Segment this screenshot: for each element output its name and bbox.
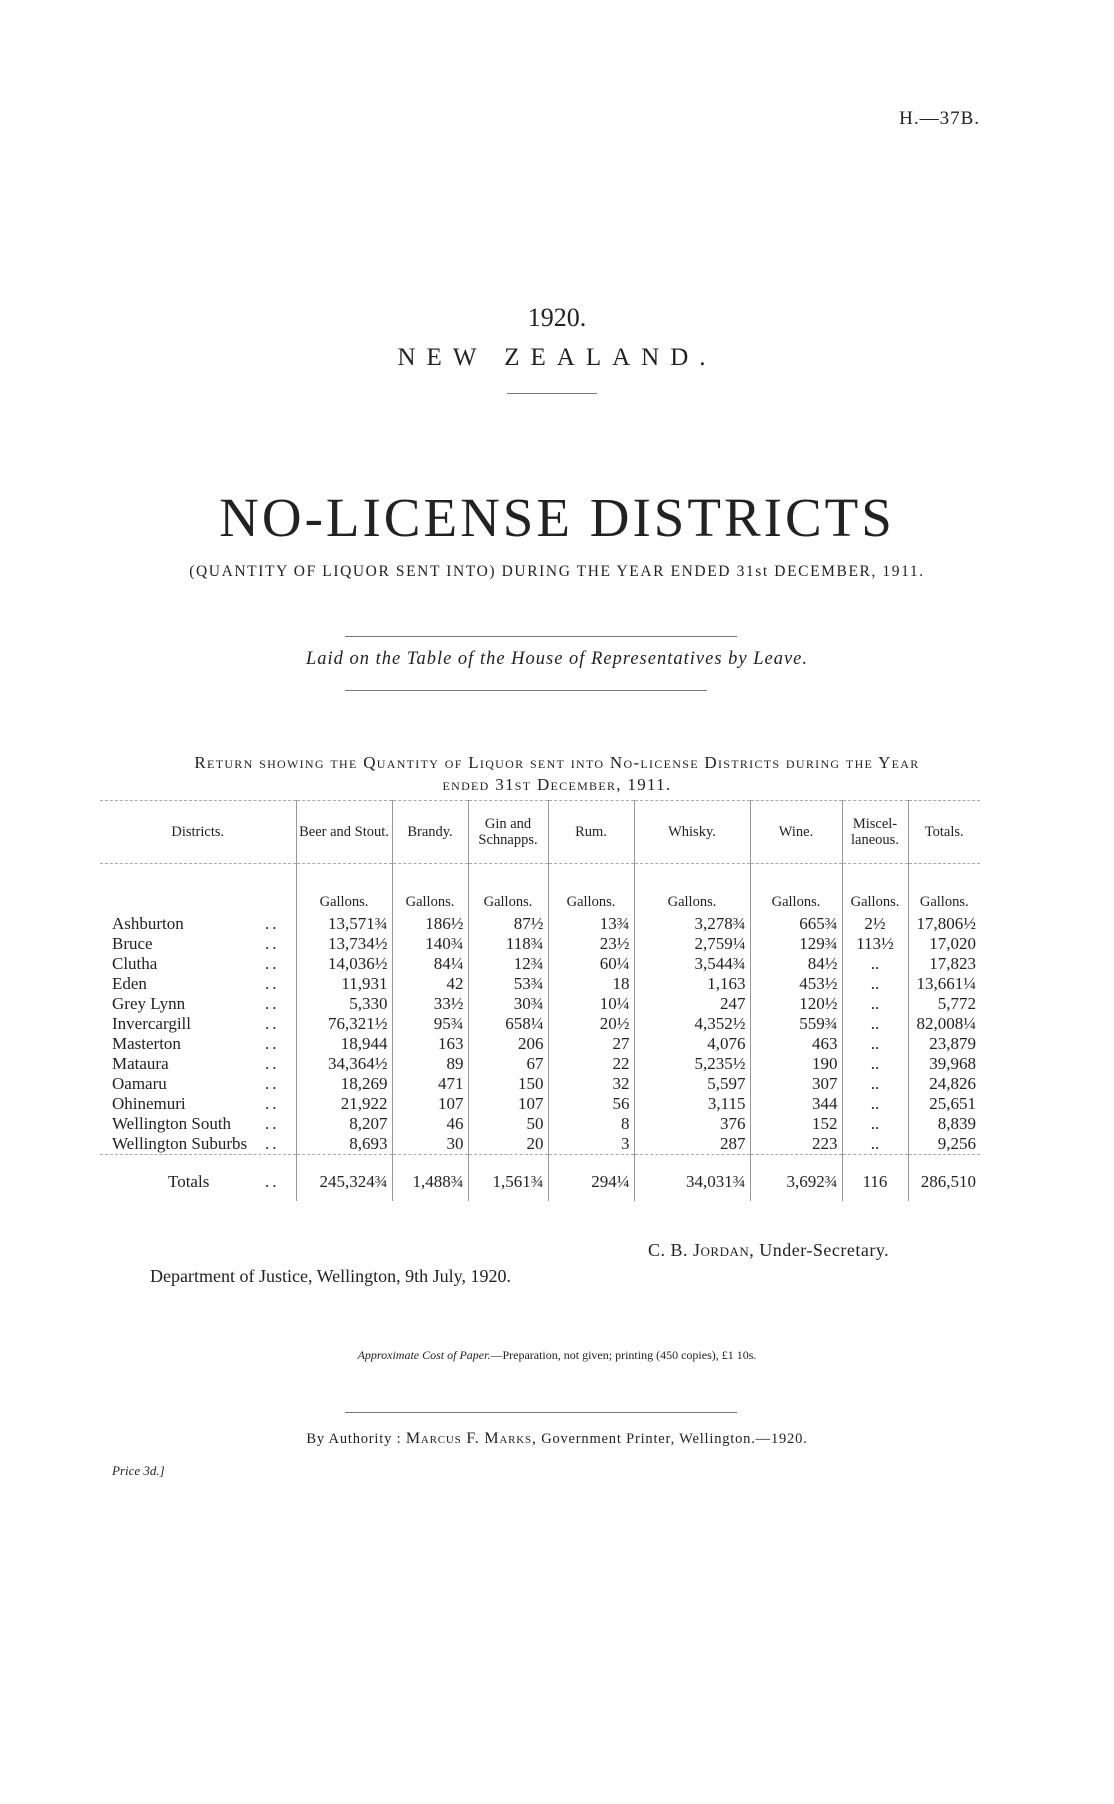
value-cell: 186½ bbox=[392, 914, 468, 934]
totals-cell: 286,510 bbox=[908, 1155, 980, 1202]
header-totals: Totals. bbox=[908, 801, 980, 864]
value-cell: 5,235½ bbox=[634, 1054, 750, 1074]
district-name-cell: Invercargill .. bbox=[112, 1014, 280, 1033]
totals-cell: 294¼ bbox=[548, 1155, 634, 1202]
totals-cell: 1,488¾ bbox=[392, 1155, 468, 1202]
table-row bbox=[100, 914, 980, 934]
value-cell: 107 bbox=[468, 1094, 548, 1114]
table-row bbox=[100, 994, 980, 1014]
value-cell: 8 bbox=[548, 1114, 634, 1134]
table-row bbox=[100, 1034, 980, 1054]
value-cell: 13,661¼ bbox=[908, 974, 980, 994]
value-cell: 344 bbox=[750, 1094, 842, 1114]
document-title: NO-LICENSE DISTRICTS bbox=[219, 487, 895, 548]
value-cell: 3 bbox=[548, 1134, 634, 1155]
header-districts: Districts. bbox=[100, 801, 296, 864]
value-cell: .. bbox=[842, 1114, 908, 1134]
header-gin-schnapps: Gin and Schnapps. bbox=[468, 801, 548, 864]
signatory-name: C. B. Jordan, bbox=[648, 1240, 755, 1260]
value-cell: 1,163 bbox=[634, 974, 750, 994]
value-cell: 463 bbox=[750, 1034, 842, 1054]
price-note: Price 3d.] bbox=[112, 1463, 165, 1478]
table-row bbox=[100, 1054, 980, 1074]
totals-cell: 116 bbox=[842, 1155, 908, 1202]
divider-lower bbox=[345, 690, 707, 691]
value-cell: 89 bbox=[392, 1054, 468, 1074]
signatory-role: Under-Secretary. bbox=[759, 1240, 890, 1260]
value-cell: 32 bbox=[548, 1074, 634, 1094]
value-cell: 5,772 bbox=[908, 994, 980, 1014]
value-cell: 18,269 bbox=[296, 1074, 392, 1094]
value-cell: .. bbox=[842, 954, 908, 974]
table-row bbox=[100, 1014, 980, 1034]
table-row bbox=[100, 1114, 980, 1134]
document-subtitle: (QUANTITY OF LIQUOR SENT INTO) DURING THE YEAR ENDED 31st DECEMBER, 1911. bbox=[189, 563, 925, 580]
value-cell: 56 bbox=[548, 1094, 634, 1114]
value-cell: 18,944 bbox=[296, 1034, 392, 1054]
value-cell: 13,571¾ bbox=[296, 914, 392, 934]
value-cell: 4,352½ bbox=[634, 1014, 750, 1034]
value-cell: .. bbox=[842, 1134, 908, 1155]
cost-text: —Preparation, not given; printing (450 copies), £1 10s. bbox=[490, 1348, 757, 1362]
table-body bbox=[100, 864, 980, 1155]
return-heading-line-2: ended 31st December, 1911. bbox=[442, 775, 672, 794]
value-cell: 190 bbox=[750, 1054, 842, 1074]
value-cell: 658¼ bbox=[468, 1014, 548, 1034]
table-row bbox=[100, 954, 980, 974]
signature bbox=[648, 1240, 889, 1261]
cost-label: Approximate Cost of Paper. bbox=[357, 1348, 491, 1362]
value-cell: 17,806½ bbox=[908, 914, 980, 934]
header-beer-stout: Beer and Stout. bbox=[296, 801, 392, 864]
units-cell: Gallons. bbox=[392, 864, 468, 915]
value-cell: 4,076 bbox=[634, 1034, 750, 1054]
table-row bbox=[100, 1094, 980, 1114]
value-cell: 20½ bbox=[548, 1014, 634, 1034]
value-cell: 140¾ bbox=[392, 934, 468, 954]
value-cell: 10¼ bbox=[548, 994, 634, 1014]
value-cell: 23,879 bbox=[908, 1034, 980, 1054]
country-heading: NEW ZEALAND. bbox=[397, 344, 717, 371]
table-row bbox=[100, 1074, 980, 1094]
district-name-cell: Ashburton .. bbox=[112, 914, 280, 933]
divider-short bbox=[507, 393, 597, 394]
units-cell: Gallons. bbox=[548, 864, 634, 915]
value-cell: 17,823 bbox=[908, 954, 980, 974]
district-name-cell: Wellington South .. bbox=[112, 1114, 280, 1133]
header-whisky: Whisky. bbox=[634, 801, 750, 864]
value-cell: 376 bbox=[634, 1114, 750, 1134]
value-cell: 17,020 bbox=[908, 934, 980, 954]
value-cell: 471 bbox=[392, 1074, 468, 1094]
value-cell: .. bbox=[842, 974, 908, 994]
district-name-cell: Bruce .. bbox=[112, 934, 280, 953]
value-cell: 5,330 bbox=[296, 994, 392, 1014]
header-miscellaneous: Miscel-laneous. bbox=[842, 801, 908, 864]
value-cell: 206 bbox=[468, 1034, 548, 1054]
value-cell: .. bbox=[842, 994, 908, 1014]
value-cell: 9,256 bbox=[908, 1134, 980, 1155]
value-cell: 39,968 bbox=[908, 1054, 980, 1074]
value-cell: 307 bbox=[750, 1074, 842, 1094]
value-cell: 5,597 bbox=[634, 1074, 750, 1094]
value-cell: 2,759¼ bbox=[634, 934, 750, 954]
value-cell: 50 bbox=[468, 1114, 548, 1134]
district-name-cell: Mataura .. bbox=[112, 1054, 280, 1073]
value-cell: 8,207 bbox=[296, 1114, 392, 1134]
document-reference: H.—37B. bbox=[899, 108, 980, 129]
value-cell: 21,922 bbox=[296, 1094, 392, 1114]
printer-name: Marcus F. Marks, bbox=[405, 1430, 537, 1447]
value-cell: .. bbox=[842, 1074, 908, 1094]
table-header-row bbox=[100, 801, 980, 864]
value-cell: 120½ bbox=[750, 994, 842, 1014]
units-cell: Gallons. bbox=[842, 864, 908, 915]
table-row bbox=[100, 974, 980, 994]
return-heading-line-1: Return showing the Quantity of Liquor sent into No-license Districts during the Year bbox=[194, 753, 920, 772]
units-cell bbox=[100, 864, 296, 915]
authority-prefix: By Authority : bbox=[306, 1431, 402, 1447]
value-cell: 223 bbox=[750, 1134, 842, 1155]
value-cell: 107 bbox=[392, 1094, 468, 1114]
laid-on-table-note: Laid on the Table of the House of Representatives by Leave. bbox=[305, 649, 809, 669]
district-name-cell: Clutha .. bbox=[112, 954, 280, 973]
value-cell: 2½ bbox=[842, 914, 908, 934]
value-cell: 3,544¾ bbox=[634, 954, 750, 974]
district-name-cell: Wellington Suburbs .. bbox=[112, 1134, 280, 1153]
district-name-cell: Ohinemuri .. bbox=[112, 1094, 280, 1113]
value-cell: 118¾ bbox=[468, 934, 548, 954]
value-cell: 150 bbox=[468, 1074, 548, 1094]
header-wine: Wine. bbox=[750, 801, 842, 864]
year-heading: 1920. bbox=[527, 303, 587, 332]
value-cell: 163 bbox=[392, 1034, 468, 1054]
header-rum: Rum. bbox=[548, 801, 634, 864]
units-cell: Gallons. bbox=[468, 864, 548, 915]
value-cell: 152 bbox=[750, 1114, 842, 1134]
totals-cell: 1,561¾ bbox=[468, 1155, 548, 1202]
units-cell: Gallons. bbox=[908, 864, 980, 915]
value-cell: 18 bbox=[548, 974, 634, 994]
value-cell: 13¾ bbox=[548, 914, 634, 934]
return-heading bbox=[0, 752, 1114, 796]
value-cell: 76,321½ bbox=[296, 1014, 392, 1034]
divider-footer bbox=[345, 1412, 737, 1413]
units-row bbox=[100, 864, 980, 915]
units-cell: Gallons. bbox=[750, 864, 842, 915]
district-name-cell: Masterton .. bbox=[112, 1034, 280, 1053]
department-line: Department of Justice, Wellington, 9th July, 1920. bbox=[150, 1266, 512, 1286]
value-cell: .. bbox=[842, 1094, 908, 1114]
header-brandy: Brandy. bbox=[392, 801, 468, 864]
value-cell: 60¼ bbox=[548, 954, 634, 974]
value-cell: 30 bbox=[392, 1134, 468, 1155]
value-cell: 113½ bbox=[842, 934, 908, 954]
value-cell: 53¾ bbox=[468, 974, 548, 994]
value-cell: 34,364½ bbox=[296, 1054, 392, 1074]
value-cell: .. bbox=[842, 1054, 908, 1074]
totals-label: Totals .. bbox=[100, 1155, 296, 1202]
liquor-table bbox=[100, 800, 980, 1201]
value-cell: 11,931 bbox=[296, 974, 392, 994]
table-row bbox=[100, 934, 980, 954]
divider-upper bbox=[345, 636, 737, 637]
totals-cell: 3,692¾ bbox=[750, 1155, 842, 1202]
value-cell: 84¼ bbox=[392, 954, 468, 974]
value-cell: 95¾ bbox=[392, 1014, 468, 1034]
value-cell: 22 bbox=[548, 1054, 634, 1074]
printer-authority bbox=[0, 1430, 1114, 1448]
value-cell: 67 bbox=[468, 1054, 548, 1074]
value-cell: .. bbox=[842, 1014, 908, 1034]
value-cell: 42 bbox=[392, 974, 468, 994]
value-cell: 23½ bbox=[548, 934, 634, 954]
value-cell: .. bbox=[842, 1034, 908, 1054]
value-cell: 453½ bbox=[750, 974, 842, 994]
value-cell: 3,115 bbox=[634, 1094, 750, 1114]
value-cell: 46 bbox=[392, 1114, 468, 1134]
totals-cell: 34,031¾ bbox=[634, 1155, 750, 1202]
value-cell: 3,278¾ bbox=[634, 914, 750, 934]
value-cell: 8,693 bbox=[296, 1134, 392, 1155]
totals-row bbox=[100, 1155, 980, 1202]
value-cell: 129¾ bbox=[750, 934, 842, 954]
units-cell: Gallons. bbox=[634, 864, 750, 915]
value-cell: 25,651 bbox=[908, 1094, 980, 1114]
value-cell: 665¾ bbox=[750, 914, 842, 934]
value-cell: 27 bbox=[548, 1034, 634, 1054]
value-cell: 82,008¼ bbox=[908, 1014, 980, 1034]
value-cell: 247 bbox=[634, 994, 750, 1014]
cost-note bbox=[0, 1348, 1114, 1363]
district-name-cell: Oamaru .. bbox=[112, 1074, 280, 1093]
value-cell: 287 bbox=[634, 1134, 750, 1155]
value-cell: 8,839 bbox=[908, 1114, 980, 1134]
value-cell: 12¾ bbox=[468, 954, 548, 974]
district-name-cell: Eden .. bbox=[112, 974, 280, 993]
value-cell: 24,826 bbox=[908, 1074, 980, 1094]
totals-cell: 245,324¾ bbox=[296, 1155, 392, 1202]
value-cell: 14,036½ bbox=[296, 954, 392, 974]
value-cell: 33½ bbox=[392, 994, 468, 1014]
value-cell: 20 bbox=[468, 1134, 548, 1155]
authority-suffix: Government Printer, Wellington.—1920. bbox=[541, 1431, 808, 1447]
value-cell: 84½ bbox=[750, 954, 842, 974]
value-cell: 559¾ bbox=[750, 1014, 842, 1034]
value-cell: 87½ bbox=[468, 914, 548, 934]
value-cell: 30¾ bbox=[468, 994, 548, 1014]
value-cell: 13,734½ bbox=[296, 934, 392, 954]
district-name-cell: Grey Lynn .. bbox=[112, 994, 280, 1013]
units-cell: Gallons. bbox=[296, 864, 392, 915]
table-row bbox=[100, 1134, 980, 1155]
